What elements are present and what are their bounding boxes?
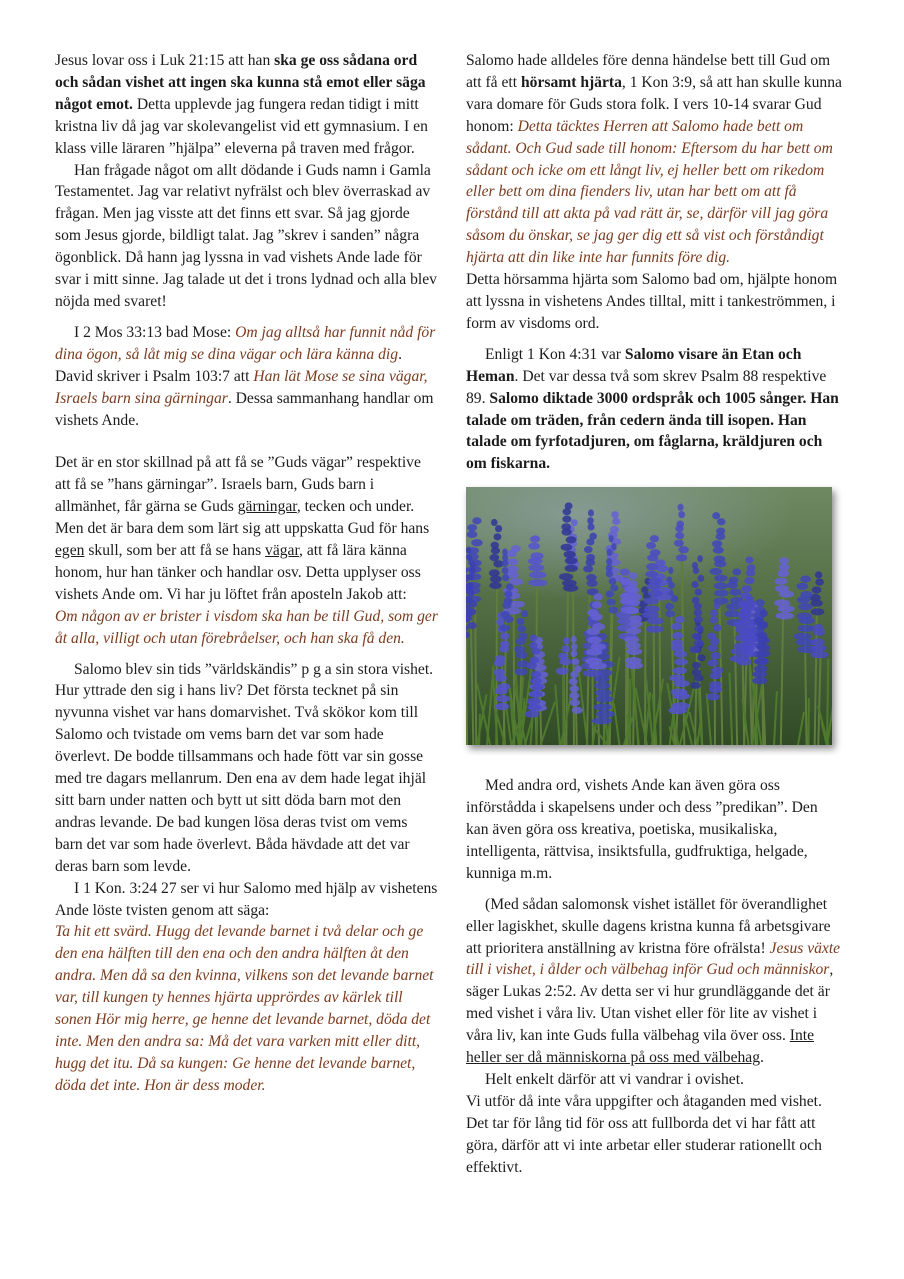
paragraph-hearing-heart [466,50,842,335]
text: . David skriver i Psalm 103:7 att [55,345,402,385]
text: . Dessa sammanhang handlar om vishets Ande. [55,389,434,429]
text: Detta upplevde jag fungera redan tidigt i mitt kristna liv då jag var skolevangelist vid ett gymnasium. I en klass ville läraren ”hjälpa” eleverna på traven med frågor. [55,95,428,157]
underlined-text: egen [55,542,85,560]
hyssop-flowers-image [466,487,832,745]
flower-field-photo [466,487,832,745]
quote: Om jag alltså har funnit nåd för dina ögon, så låt mig se dina vägar och lära känna dig [55,323,436,363]
paragraph-employers [466,894,842,1069]
quote: Om någon av er brister i visdom ska han be till Gud, som ger åt alla, villigt och utan förebråelser, och han ska få den. [55,607,438,647]
paragraph-luke-promise [55,50,438,160]
text: , att få lära känna honom, hur han tänker och handlar osv. Detta upplyser oss vishets Ande om. Vi har ju löftet från aposteln Jakob att: [55,542,421,603]
paragraph-ways-vs-deeds [55,452,438,649]
text: Jesus lovar oss i Luk 21:15 att han [55,52,275,69]
paragraph-wiser-than [466,344,842,475]
text: . [760,1049,764,1067]
text: . Det var dessa två som skrev Psalm 88 respektive 89. [466,367,827,407]
paragraph-mose [55,322,438,432]
text: , säger Lukas 2:52. Av detta ser vi hur grundläggande det är med vishet i våra liv. Utan vishet eller för lite av vishet i våra liv, kan inte Guds fulla välbehag vila över oss. [466,961,834,1045]
text: Det är en stor skillnad på att få se ”Guds vägar” respektive att få se ”hans gärningar”. Israels barn, Guds barn i allmänhet, får gärna se Guds [55,454,421,516]
text: Detta hörsamma hjärta som Salomo bad om, hjälpte honom att lyssna in vishetens Andes tilltal, mitt i tankeströmmen, i form av visdoms ord. [466,271,838,332]
underlined-text: vägar [265,542,300,560]
paragraph-creation: Med andra ord, vishets Ande kan även göra oss införstådda i skapelsens under och dess ”predikan”. Den kan även göra oss kreativa, poetiska, musikaliska, intelligenta, rättvisa, insiktsfulla, gudfruktiga, helgade, kunniga m.m. [466,777,818,882]
quote: Detta täcktes Herren att Salomo hade bett om sådant. Och Gud sade till honom: Eftersom du har bett om sådant och icke om ett långt liv, ej heller bett om rikedom eller bett om dina fienders liv, utan har bett om att få förstånd till att akta på vad rätt är, se, därför vill jag göra såsom du önskar, se jag ger dig ett så vist och förståndigt hjärta att din like inte har funnits före dig. [466,117,833,267]
paragraph-salomo-judge: Salomo blev sin tids ”världskändis” p g a sin stora vishet. Hur yttrade den sig i hans liv? Det första tecknet på sin nyvunna vishet var hans domarvishet. Två skökor kom till Salomo och tvistade om vems barn det var som hade överlevt. De bodde tillsammans och hade fött var sin gosse med tre dagars mellanrum. Den ena av dem hade legat ihjäl sitt barn under natten och bytt ut sitt döda barn mot den andras levande. De bad kungen lösa deras tvist om vems barn det var som hade överlevt. Båda hävdade att det var deras barn som levde. [55,660,434,875]
quote: Ta hit ett svärd. Hugg det levande barnet i två delar och ge den ena hälften till den ena och den andra hälften åt den andra. Men då sa den kvinna, vilkens son det levande barnet var, till kungen ty hennes hjärta upprördes av kärlek till sonen Hör mig herre, ge henne det levande barnet, döda det inte. Men den andra sa: Må det vara varken mitt eller ditt, hugg det itu. Då sa kungen: Ge henne det levande barnet, döda det inte. Hon är dess moder. [55,923,434,1094]
text: Enligt 1 Kon 4:31 var [485,345,625,363]
text: , tecken och under. Men det är bara dem som lärt sig att uppskatta Gud för hans [55,498,430,538]
underlined-text: Inte heller ser då människorna på oss med välbehag [466,1027,815,1067]
paragraph-conclusion: Vi utför då inte våra uppgifter och åtaganden med vishet. Det tar för lång tid för oss att fullborda det vi har fått att göra, därför att vi inte arbetar eller studerar rationellt och effektivt. [466,1092,822,1176]
underlined-text: gärningar [237,498,297,516]
text: skull, som ber att få se hans [84,542,266,560]
bold-text: Salomo diktade 3000 ordspråk och 1005 sånger. Han talade om träden, från cedern ända till isopen. Han talade om fyrfotadjuren, om fåglarna, kräldjuren och om fiskarna. [466,389,839,473]
paragraph-unwisdom: Helt enkelt därför att vi vandrar i ovishet. [485,1071,744,1088]
text: Salomo hade alldeles före denna händelse bett till Gud om att få ett [466,52,831,91]
left-column [55,50,438,1097]
bold-text: ska ge oss sådana ord och sådan vishet att ingen ska kunna stå emot eller säga något emot. [55,52,426,113]
text: (Med sådan salomonsk vishet istället för överandlighet eller lagiskhet, skulle dagens kristna kunna få arbetsgivare att prioritera anställning av kristna före ofrälsta! [466,895,831,957]
text: I 2 Mos 33:13 bad Mose: [74,323,236,341]
right-column [466,50,842,1179]
text: I 1 Kon. 3:24 27 ser vi hur Salomo med hjälp av vishetens Ande löste tvisten genom att säga: [55,879,438,919]
paragraph-teacher-question: Han frågade något om allt dödande i Guds namn i Gamla Testamentet. Jag var relativt nyfrälst och blev överraskad av frågan. Men jag visste att det finns ett svar. Så jag gjorde som Jesus gjorde, bildligt talat. Jag ”skrev i sanden” några ögonblick. Då hann jag lyssna in vad vishets Ande lade för svar i mitt sinne. Jag talade ut det i trons lydnad och alla blev nöjda med svaret! [55,161,437,310]
bold-text: Salomo visare än Etan och Heman [466,345,802,385]
bold-text: hörsamt hjärta [520,73,622,91]
paragraph-sword [55,878,438,1097]
quote: Han lät Mose se sina vägar, Israels barn sina gärningar [55,367,428,407]
text: , 1 Kon 3:9, så att han skulle kunna vara domare för Guds stora folk. I vers 10-14 svarar Gud honom: [466,73,842,135]
quote: Jesus växte till i vishet, i ålder och välbehag inför Gud och människor [466,939,841,979]
